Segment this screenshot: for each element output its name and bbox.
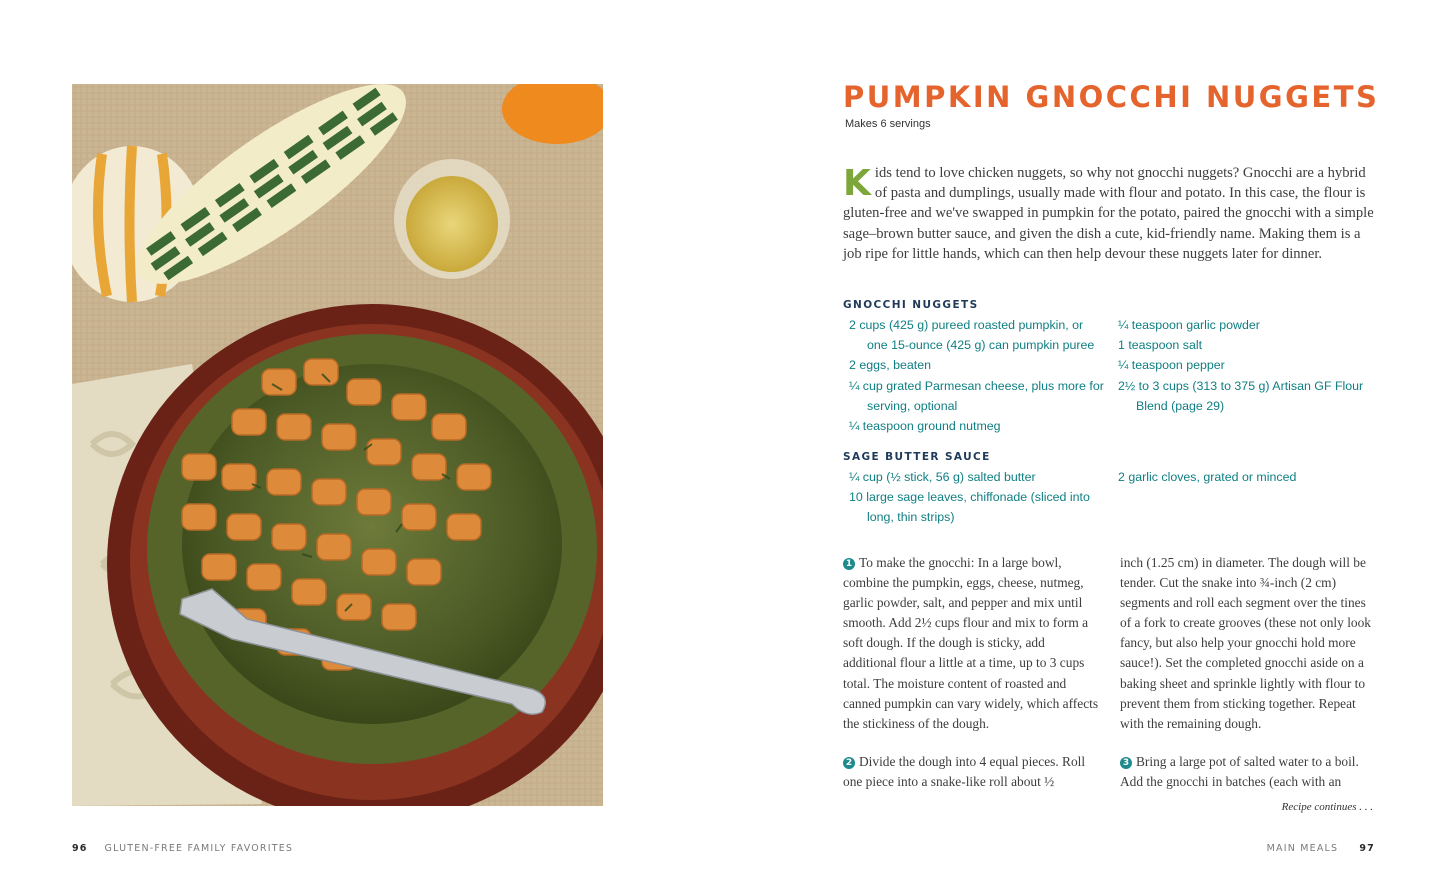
intro-text: ids tend to love chicken nuggets, so why not gnocchi nuggets? Gnocchi are a hybrid of pasta and dumplings, usually made with flour and potato. In this case, the flour is gluten-free and we've swapped in pumpkin for the potato, paired the gnocchi with a simple sage–brown butter sauce, and given the dish a cute, kid-friendly name. Making them is a job ripe for little hands, which can then help devour these nuggets later for dinner. <box>843 165 1374 262</box>
step-number: 1 <box>843 558 855 570</box>
step-1 <box>843 553 1099 734</box>
step-text: inch (1.25 cm) in diameter. The dough will be tender. Cut the snake into ¾-inch (2 cm) segments and roll each segment over the tines of a fork to create grooves (these not only look fancy, but also help your gnocchi hold more sauce!). Set the completed gnocchi aside on a baking sheet and sprinkle lightly with flour to prevent them from sticking together. Repeat with the remaining dough. <box>1120 555 1371 731</box>
footer-right <box>1267 843 1375 854</box>
footer-left <box>72 843 293 854</box>
ingredient: 2 cups (425 g) pureed roasted pumpkin, or one 15-ounce (425 g) can pumpkin puree <box>849 318 1095 353</box>
intro-paragraph <box>843 163 1378 264</box>
step-text: Divide the dough into 4 equal pieces. Roll one piece into a snake-like roll about ½ <box>843 753 1086 789</box>
ingredient: 2 garlic cloves, grated or minced <box>1118 470 1297 484</box>
page-number-left: 96 <box>72 843 88 854</box>
step-text: To make the gnocchi: In a large bowl, combine the pumpkin, eggs, cheese, nutmeg, garlic powder, salt, and pepper and mix until smooth. Add 2½ cups flour and mix to form a soft dough. If the dough is sticky, add additional flour a little at a time, up to 3 cups total. The moisture content of roasted and canned pumpkin can vary widely, which affects the stickiness of the dough. <box>843 555 1099 731</box>
step-number: 2 <box>843 757 855 769</box>
ingredient: ¼ teaspoon garlic powder <box>1118 318 1260 332</box>
section-heading-gnocchi: GNOCCHI NUGGETS <box>843 299 979 311</box>
ingredient: ¼ cup grated Parmesan cheese, plus more for serving, optional <box>849 378 1104 413</box>
running-head-right: MAIN MEALS <box>1266 843 1339 854</box>
ingredient-list-gnocchi-1 <box>849 315 1104 436</box>
ingredient: 10 large sage leaves, chiffonade (sliced into long, thin strips) <box>849 490 1090 525</box>
ingredient: 2½ to 3 cups (313 to 375 g) Artisan GF Flour Blend (page 29) <box>1118 378 1364 413</box>
ingredient: 2 eggs, beaten <box>849 358 931 373</box>
ingredient-list-sauce-2 <box>1118 467 1373 487</box>
steps-column-left <box>843 553 1099 810</box>
step-text: Bring a large pot of salted water to a boil. Add the gnocchi in batches (each with an <box>1120 753 1359 789</box>
ingredient-list-gnocchi-2 <box>1118 315 1373 416</box>
recipe-continues: Recipe continues . . . <box>1281 801 1373 813</box>
section-heading-sauce: SAGE BUTTER SAUCE <box>843 451 991 463</box>
dropcap: K <box>843 163 871 204</box>
page-number-right: 97 <box>1359 843 1375 854</box>
recipe-photo <box>72 84 603 806</box>
recipe-title: PUMPKIN GNOCCHI NUGGETS <box>843 80 1380 114</box>
steps-column-right <box>1120 553 1378 810</box>
step-2-continued <box>1120 553 1378 734</box>
ingredient: 1 teaspoon salt <box>1118 338 1203 353</box>
step-2 <box>843 752 1099 792</box>
ingredient: ¼ teaspoon ground nutmeg <box>849 419 1001 434</box>
ingredient: ¼ cup (½ stick, 56 g) salted butter <box>849 470 1036 484</box>
servings: Makes 6 servings <box>845 118 931 130</box>
step-number: 3 <box>1120 757 1132 769</box>
running-head-left: GLUTEN-FREE FAMILY FAVORITES <box>104 843 294 854</box>
ingredient-list-sauce-1 <box>849 467 1104 528</box>
step-3 <box>1120 752 1378 792</box>
ingredient: ¼ teaspoon pepper <box>1118 358 1225 373</box>
